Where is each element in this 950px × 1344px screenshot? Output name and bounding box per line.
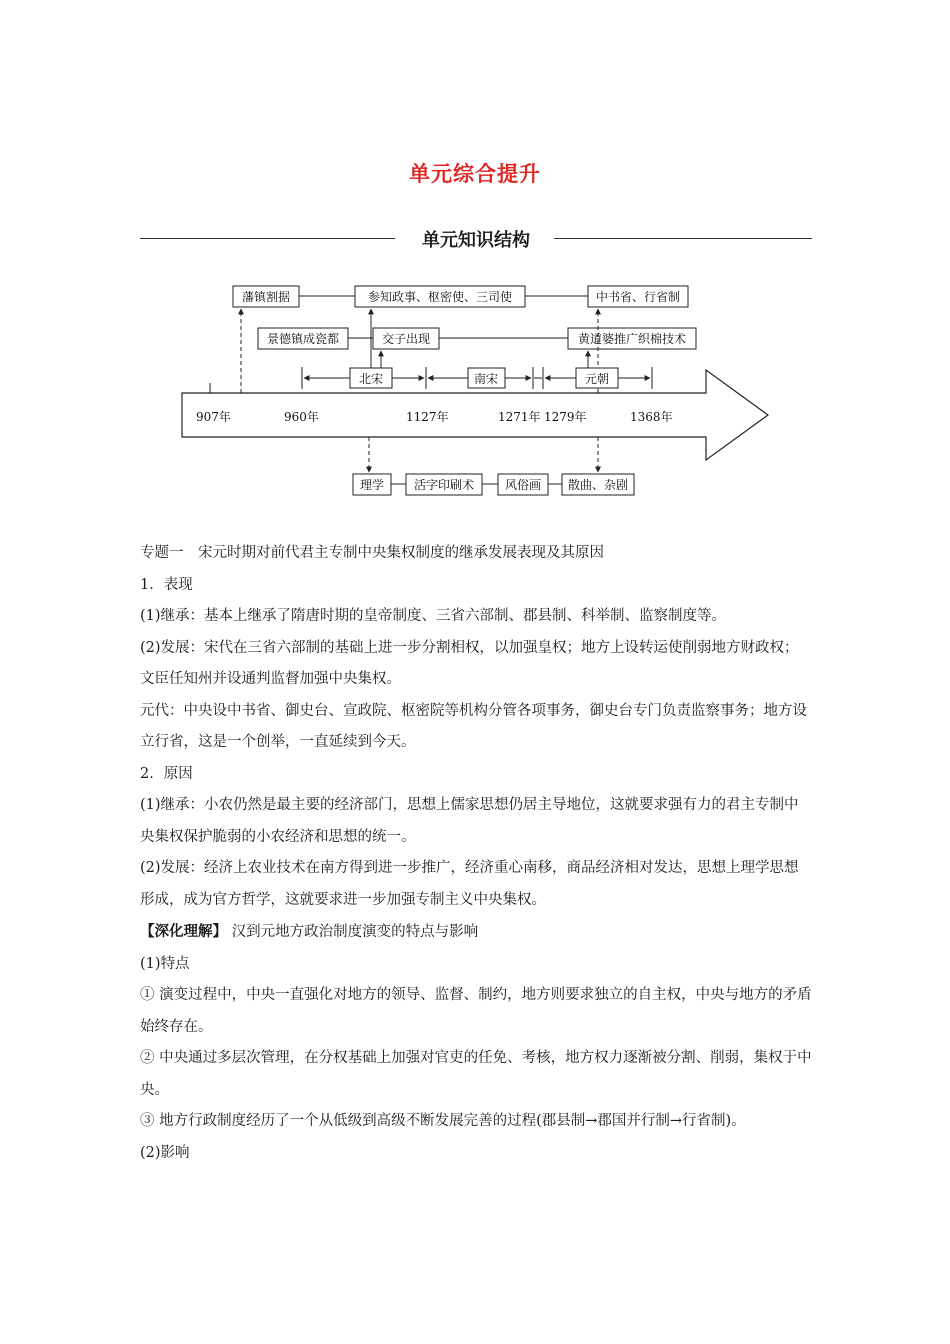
section-heading — [140, 226, 812, 252]
year-1279: 1279年 — [544, 410, 587, 424]
box-huozi-label: 活字印刷术 — [413, 478, 475, 492]
box-jingdezhen-label: 景德镇成瓷都 — [266, 332, 340, 346]
paragraph: ① 演变过程中，中央一直强化对地方的领导、监督、制约，地方则要求独立的自主权，中央与地方的矛盾始终存在。 — [140, 987, 812, 1035]
box-jiaozi-label: 交子出现 — [381, 332, 431, 346]
paragraph: (1)继承：基本上继承了隋唐时期的皇帝制度、三省六部制、郡县制、科举制、监察制度等。 — [140, 608, 727, 624]
dynasty-yuan-label: 元朝 — [584, 372, 610, 386]
heading-tedian: (1)特点 — [140, 955, 190, 972]
topic-heading: 专题一 宋元时期对前代君主专制中央集权制度的继承发展表现及其原因 — [140, 545, 604, 561]
box-zhongshu-label: 中书省、行省制 — [595, 290, 681, 304]
section-heading-text: 单元知识结构 — [422, 230, 530, 251]
year-1271: 1271年 — [498, 410, 541, 424]
divider-right — [554, 238, 812, 239]
dynasty-beisong-label: 北宋 — [358, 372, 384, 386]
paragraph: 元代：中央设中书省、御史台、宣政院、枢密院等机构分管各项事务，御史台专门负责监察事务；地方设立行省，这是一个创举，一直延续到今天。 — [140, 702, 807, 750]
paragraph: (2)发展：经济上农业技术在南方得到进一步推广，经济重心南移，商品经济相对发达，思想上理学思想形成，成为官方哲学，这就要求进一步加强专制主义中央集权。 — [140, 860, 799, 908]
box-sanqu-label: 散曲、杂剧 — [567, 478, 629, 492]
box-lixue-label: 理学 — [359, 478, 385, 492]
box-fanzhen-label: 藩镇割据 — [241, 290, 291, 304]
box-huangdaopo-label: 黄道婆推广织棉技术 — [577, 332, 687, 346]
heading-yuanyin: 2．原因 — [140, 765, 193, 782]
timeline-diagram — [178, 280, 778, 502]
box-fengsuhua-label: 风俗画 — [504, 478, 542, 492]
body-text — [140, 538, 812, 1169]
paragraph: (2)发展：宋代在三省六部制的基础上进一步分割相权，以加强皇权；地方上设转运使削弱地方财政权；文臣任知州并设通判监督加强中央集权。 — [140, 639, 799, 687]
paragraph: (1)继承：小农仍然是最主要的经济部门，思想上儒家思想仍居主导地位，这就要求强有力的君主专制中央集权保护脆弱的小农经济和思想的统一。 — [140, 797, 799, 845]
year-1127: 1127年 — [406, 410, 449, 424]
paragraph: ③ 地方行政制度经历了一个从低级到高级不断发展完善的过程(郡县制→郡国并行制→行省制)。 — [140, 1113, 746, 1129]
dynasty-nansong-label: 南宋 — [473, 372, 499, 386]
deep-understanding — [140, 916, 812, 949]
heading-yingxiang: (2)影响 — [140, 1144, 190, 1161]
page-title: 单元综合提升 — [409, 162, 541, 186]
box-canzhi-label: 参知政事、枢密使、三司使 — [367, 290, 513, 304]
deep-label: 【深化理解】 — [140, 923, 227, 940]
year-960: 960年 — [284, 410, 319, 424]
deep-title: 汉到元地方政治制度演变的特点与影响 — [231, 924, 479, 940]
paragraph: ② 中央通过多层次管理，在分权基础上加强对官吏的任免、考核，地方权力逐渐被分割、削弱，集权于中央。 — [140, 1050, 812, 1098]
year-1368: 1368年 — [630, 410, 673, 424]
year-907: 907年 — [196, 410, 231, 424]
heading-biaoxian: 1．表现 — [140, 576, 193, 593]
